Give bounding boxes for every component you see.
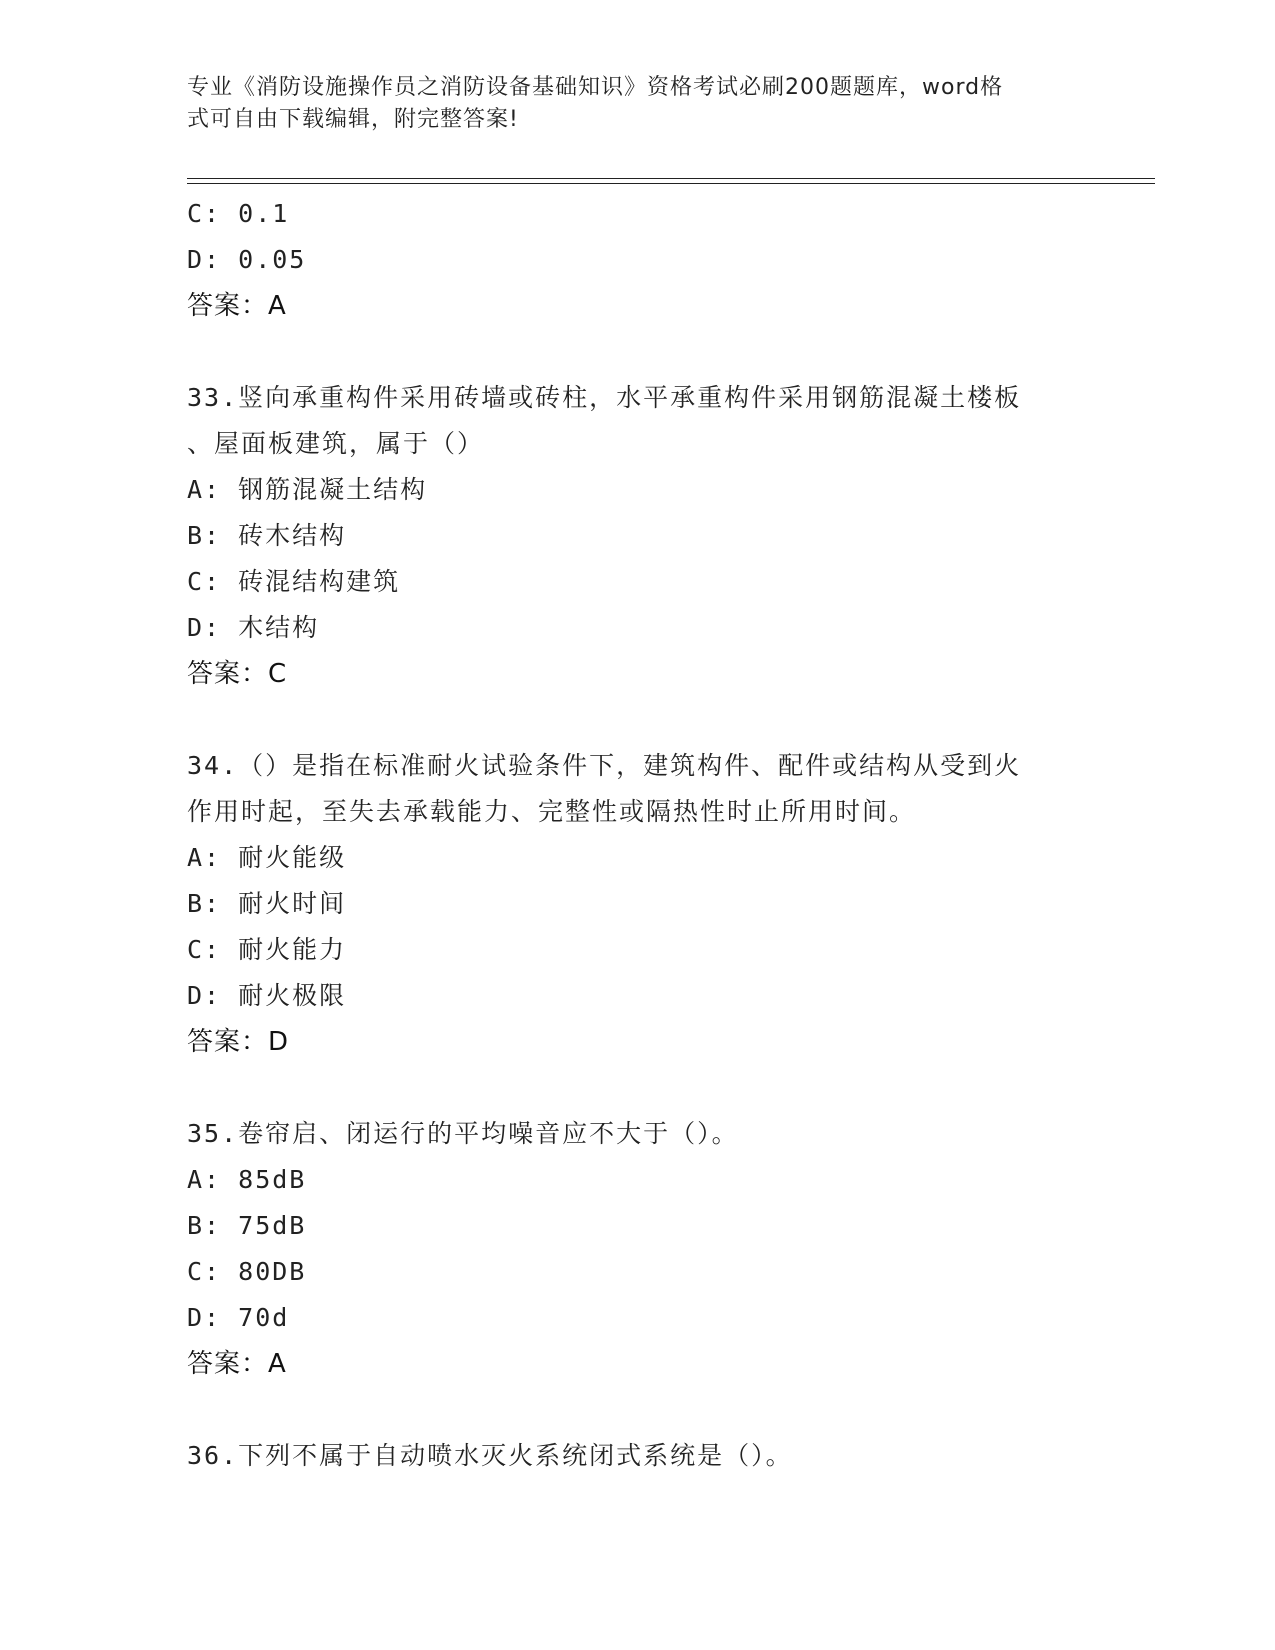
question-text: 34.（）是指在标准耐火试验条件下，建筑构件、配件或结构从受到火 bbox=[187, 751, 1022, 780]
option-line: A: 钢筋混凝土结构 bbox=[187, 475, 428, 504]
option-line: C: 80DB bbox=[187, 1257, 307, 1286]
option-line: C: 耐火能力 bbox=[187, 935, 347, 964]
option-line: A: 耐火能级 bbox=[187, 843, 347, 872]
question-text: 36.下列不属于自动喷水灭火系统闭式系统是（）。 bbox=[187, 1441, 793, 1470]
question-text: 作用时起，至失去承载能力、完整性或隔热性时止所用时间。 bbox=[187, 797, 917, 826]
answer-line: 答案：A bbox=[187, 291, 287, 321]
header-rule-bottom bbox=[187, 183, 1155, 184]
question-text: 、屋面板建筑，属于（） bbox=[187, 429, 485, 458]
option-line: C: 0.1 bbox=[187, 199, 290, 228]
option-line: D: 0.05 bbox=[187, 245, 307, 274]
header-line-2: 式可自由下载编辑，附完整答案! bbox=[187, 107, 519, 132]
spacer bbox=[187, 1387, 1087, 1433]
option-line: C: 砖混结构建筑 bbox=[187, 567, 401, 596]
header-line-1: 专业《消防设施操作员之消防设备基础知识》资格考试必刷200题题库，word格 bbox=[187, 75, 1004, 100]
option-line: B: 砖木结构 bbox=[187, 521, 347, 550]
spacer bbox=[187, 329, 1087, 375]
option-line: B: 耐火时间 bbox=[187, 889, 347, 918]
question-text: 33.竖向承重构件采用砖墙或砖柱，水平承重构件采用钢筋混凝土楼板 bbox=[187, 383, 1022, 412]
spacer bbox=[187, 1065, 1087, 1111]
answer-line: 答案：D bbox=[187, 1027, 290, 1057]
option-line: A: 85dB bbox=[187, 1165, 307, 1194]
document-header bbox=[187, 72, 1067, 136]
question-text: 35.卷帘启、闭运行的平均噪音应不大于（）。 bbox=[187, 1119, 739, 1148]
spacer bbox=[187, 697, 1087, 743]
option-line: D: 耐火极限 bbox=[187, 981, 347, 1010]
question-list bbox=[187, 191, 1087, 1479]
answer-line: 答案：C bbox=[187, 659, 288, 689]
option-line: D: 70d bbox=[187, 1303, 290, 1332]
header-rule-top bbox=[187, 178, 1155, 179]
option-line: B: 75dB bbox=[187, 1211, 307, 1240]
answer-line: 答案：A bbox=[187, 1349, 287, 1379]
option-line: D: 木结构 bbox=[187, 613, 320, 642]
